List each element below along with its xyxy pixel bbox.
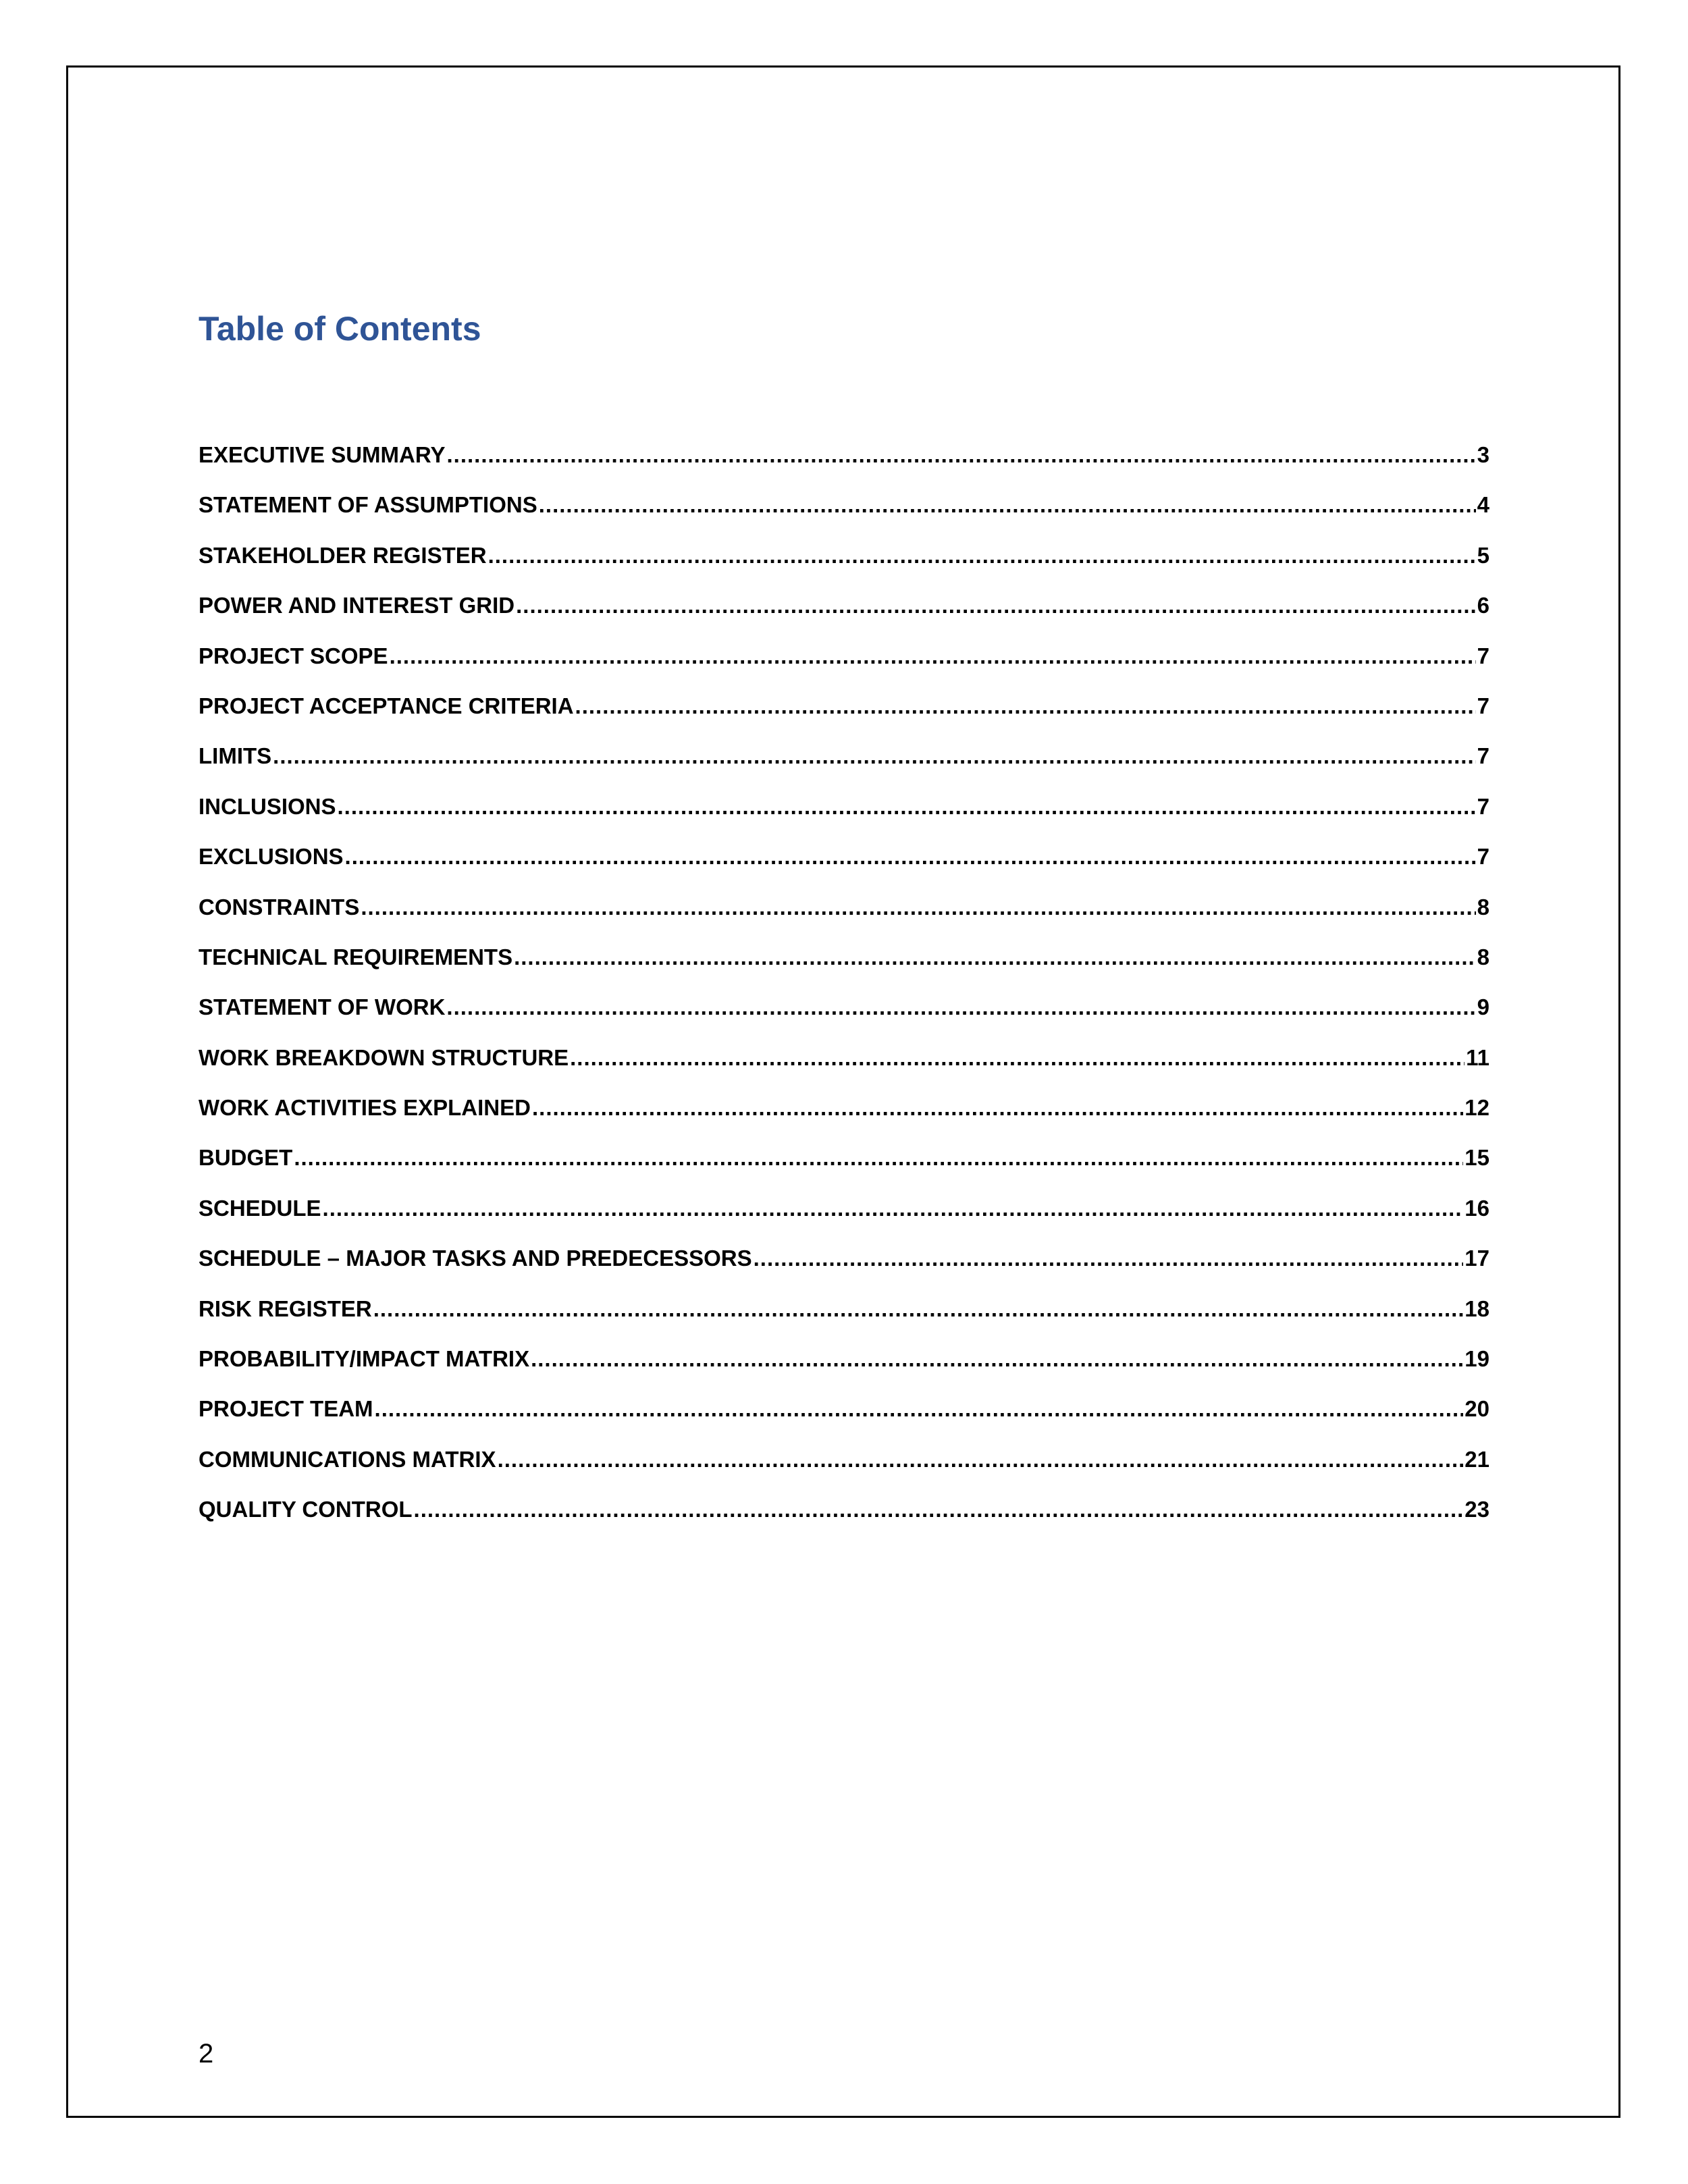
toc-entry-probability-impact-matrix[interactable] — [199, 1341, 1489, 1391]
toc-entry-page: 20 — [1465, 1396, 1489, 1422]
toc-entry-project-scope[interactable] — [199, 639, 1489, 689]
toc-entry-label: WORK ACTIVITIES EXPLAINED — [199, 1095, 531, 1121]
toc-dot-leader — [361, 890, 1475, 925]
toc-entry-statement-of-assumptions[interactable] — [199, 487, 1489, 537]
toc-entry-page: 7 — [1477, 743, 1489, 769]
toc-entry-quality-control[interactable] — [199, 1492, 1489, 1542]
toc-entry-label: POWER AND INTEREST GRID — [199, 593, 515, 618]
toc-dot-leader — [294, 1140, 1463, 1175]
toc-dot-leader — [754, 1241, 1464, 1276]
toc-entry-label: PROJECT ACCEPTANCE CRITERIA — [199, 693, 574, 718]
toc-entry-constraints[interactable] — [199, 890, 1489, 940]
toc-entry-risk-register[interactable] — [199, 1291, 1489, 1341]
toc-entry-label: QUALITY CONTROL — [199, 1497, 413, 1522]
toc-entry-label: EXCLUSIONS — [199, 844, 344, 870]
toc-entry-label: SCHEDULE — [199, 1195, 321, 1221]
page-number: 2 — [199, 2039, 214, 2069]
toc-list — [199, 437, 1489, 1543]
toc-entry-label: EXECUTIVE SUMMARY — [199, 442, 446, 467]
toc-dot-leader — [323, 1191, 1464, 1226]
toc-entry-page: 12 — [1465, 1095, 1489, 1121]
toc-entry-label: INCLUSIONS — [199, 793, 336, 819]
toc-dot-leader — [345, 839, 1476, 874]
toc-entry-label: PROBABILITY/IMPACT MATRIX — [199, 1346, 530, 1372]
toc-entry-executive-summary[interactable] — [199, 437, 1489, 487]
toc-dot-leader — [338, 789, 1476, 824]
toc-dot-leader — [570, 1040, 1465, 1075]
toc-entry-page: 3 — [1477, 442, 1489, 467]
toc-entry-label: COMMUNICATIONS MATRIX — [199, 1446, 496, 1472]
toc-entry-inclusions[interactable] — [199, 789, 1489, 839]
toc-dot-leader — [539, 487, 1476, 523]
toc-entry-label: STATEMENT OF ASSUMPTIONS — [199, 492, 537, 518]
toc-entry-statement-of-work[interactable] — [199, 990, 1489, 1040]
toc-entry-exclusions[interactable] — [199, 839, 1489, 889]
toc-entry-page: 23 — [1465, 1497, 1489, 1522]
toc-dot-leader — [532, 1090, 1463, 1125]
toc-entry-page: 11 — [1466, 1044, 1489, 1070]
toc-dot-leader — [446, 437, 1475, 473]
toc-entry-page: 5 — [1477, 542, 1489, 568]
toc-entry-schedule-major-tasks[interactable] — [199, 1241, 1489, 1291]
toc-entry-schedule[interactable] — [199, 1191, 1489, 1241]
toc-entry-limits[interactable] — [199, 739, 1489, 789]
toc-entry-power-and-interest-grid[interactable] — [199, 588, 1489, 638]
toc-entry-project-acceptance-criteria[interactable] — [199, 689, 1489, 739]
toc-title: Table of Contents — [199, 310, 481, 348]
toc-entry-page: 18 — [1465, 1296, 1489, 1321]
toc-entry-technical-requirements[interactable] — [199, 940, 1489, 990]
toc-entry-label: PROJECT SCOPE — [199, 643, 388, 668]
toc-entry-page: 8 — [1477, 894, 1489, 920]
toc-entry-page: 21 — [1465, 1446, 1489, 1472]
toc-dot-leader — [414, 1492, 1464, 1527]
toc-entry-label: CONSTRAINTS — [199, 894, 360, 920]
toc-entry-page: 8 — [1477, 944, 1489, 969]
toc-dot-leader — [498, 1442, 1464, 1477]
toc-dot-leader — [488, 538, 1476, 573]
toc-entry-project-team[interactable] — [199, 1391, 1489, 1441]
toc-dot-leader — [516, 588, 1476, 623]
toc-entry-label: PROJECT TEAM — [199, 1396, 373, 1422]
toc-dot-leader — [446, 990, 1475, 1025]
toc-entry-stakeholder-register[interactable] — [199, 538, 1489, 588]
toc-entry-label: STATEMENT OF WORK — [199, 994, 446, 1020]
toc-entry-work-breakdown-structure[interactable] — [199, 1040, 1489, 1090]
toc-dot-leader — [373, 1291, 1464, 1327]
toc-dot-leader — [273, 739, 1475, 774]
toc-entry-page: 4 — [1477, 492, 1489, 518]
toc-entry-budget[interactable] — [199, 1140, 1489, 1190]
toc-dot-leader — [390, 639, 1476, 674]
toc-dot-leader — [375, 1391, 1464, 1427]
toc-dot-leader — [514, 940, 1476, 975]
toc-entry-page: 6 — [1477, 593, 1489, 618]
toc-entry-label: SCHEDULE – MAJOR TASKS AND PREDECESSORS — [199, 1246, 752, 1271]
toc-entry-page: 15 — [1465, 1145, 1489, 1171]
toc-entry-communications-matrix[interactable] — [199, 1442, 1489, 1492]
toc-dot-leader — [531, 1341, 1463, 1377]
toc-entry-page: 9 — [1477, 994, 1489, 1020]
toc-entry-label: TECHNICAL REQUIREMENTS — [199, 944, 513, 969]
toc-entry-label: RISK REGISTER — [199, 1296, 372, 1321]
toc-entry-page: 19 — [1465, 1346, 1489, 1372]
toc-dot-leader — [575, 689, 1476, 724]
toc-entry-label: WORK BREAKDOWN STRUCTURE — [199, 1044, 569, 1070]
toc-entry-page: 7 — [1477, 643, 1489, 668]
toc-entry-label: BUDGET — [199, 1145, 293, 1171]
toc-entry-label: STAKEHOLDER REGISTER — [199, 542, 487, 568]
toc-entry-page: 7 — [1477, 693, 1489, 718]
toc-entry-page: 7 — [1477, 844, 1489, 870]
toc-entry-work-activities-explained[interactable] — [199, 1090, 1489, 1140]
toc-entry-page: 16 — [1465, 1195, 1489, 1221]
toc-entry-page: 17 — [1465, 1246, 1489, 1271]
toc-entry-label: LIMITS — [199, 743, 272, 769]
toc-entry-page: 7 — [1477, 793, 1489, 819]
